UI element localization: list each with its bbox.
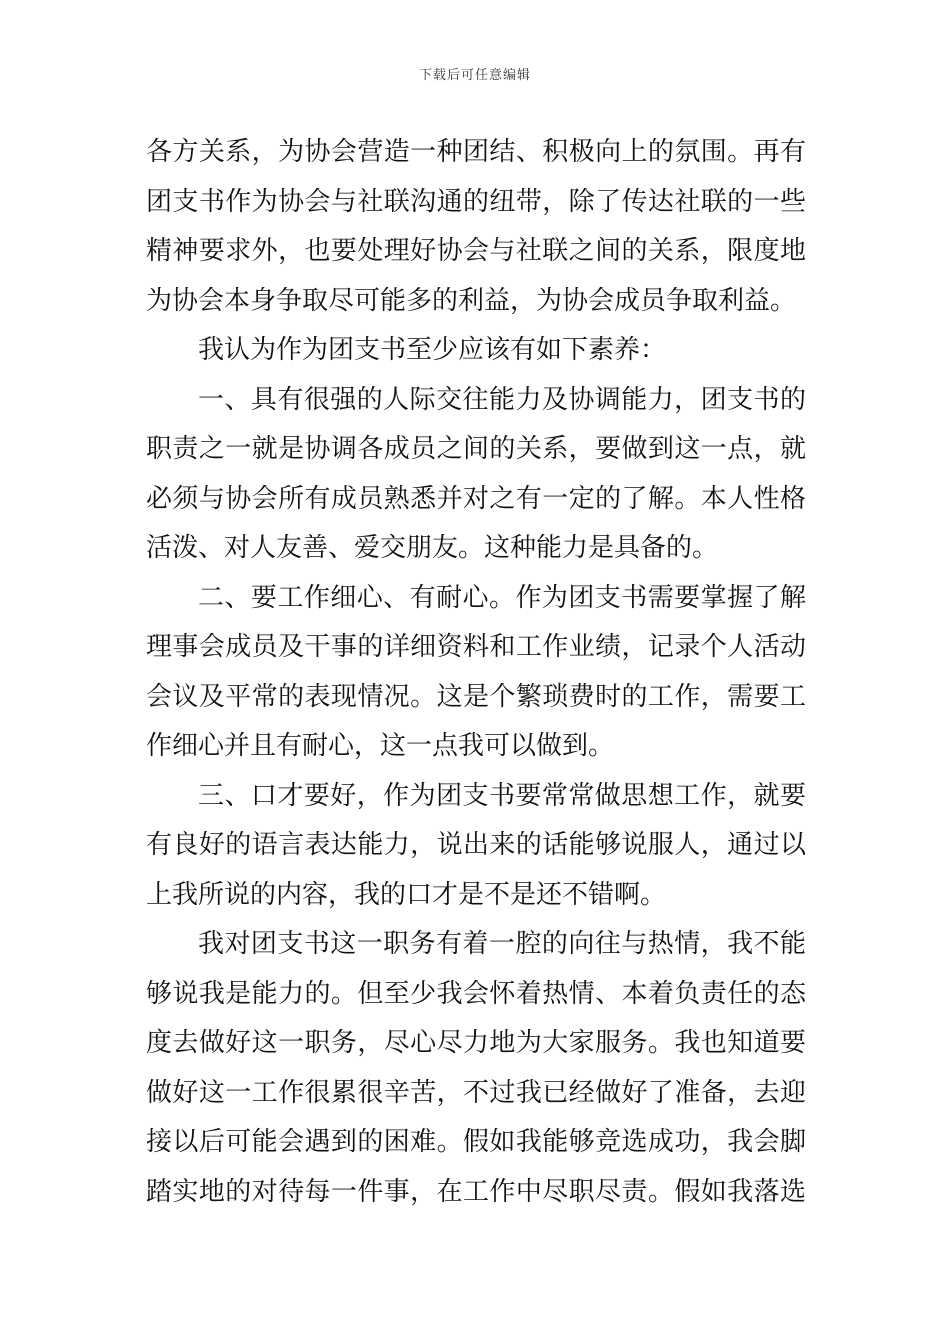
text-line: 我认为作为团支书至少应该有如下素养： [198, 335, 667, 365]
text-line: 各方关系，为协会营造一种团结、积极向上的氛围。再有 [146, 137, 806, 167]
paragraph [146, 376, 806, 574]
paragraph [146, 574, 806, 772]
text-line: 三、口才要好，作为团支书要常常做思想工作，就要 [198, 780, 806, 811]
text-line: 必须与协会所有成员熟悉并对之有一定的了解。本人性格 [146, 483, 806, 514]
text-line: 团支书作为协会与社联沟通的纽带，除了传达社联的一些 [146, 186, 806, 217]
text-line: 够说我是能力的。但至少我会怀着热情、本着负责任的态 [146, 978, 806, 1009]
text-line: 上我所说的内容，我的口才是不是还不错啊。 [146, 879, 667, 910]
text-line: 会议及平常的表现情况。这是个繁琐费时的工作，需要工 [146, 681, 806, 712]
document-body [146, 128, 806, 1217]
paragraph [146, 326, 806, 376]
text-line: 踏实地的对待每一件事，在工作中尽职尽责。假如我落选 [146, 1176, 806, 1207]
paragraph [146, 920, 806, 1217]
text-line: 理事会成员及干事的详细资料和工作业绩，记录个人活动 [146, 632, 806, 662]
paragraph [146, 772, 806, 921]
text-line: 接以后可能会遇到的困难。假如我能够竞选成功，我会脚 [146, 1127, 806, 1157]
text-line: 为协会本身争取尽可能多的利益，为协会成员争取利益。 [146, 285, 797, 316]
text-line: 作细心并且有耐心，这一点我可以做到。 [146, 731, 615, 761]
text-line: 精神要求外，也要处理好协会与社联之间的关系，限度地 [146, 236, 806, 266]
text-line: 二、要工作细心、有耐心。作为团支书需要掌握了解 [198, 582, 806, 613]
text-line: 做好这一工作很累很辛苦，不过我已经做好了准备，去迎 [146, 1077, 806, 1108]
text-line: 一、具有很强的人际交往能力及协调能力，团支书的 [198, 384, 806, 415]
text-line: 有良好的语言表达能力，说出来的话能够说服人，通过以 [146, 830, 806, 860]
text-line: 职责之一就是协调各成员之间的关系，要做到这一点，就 [146, 434, 806, 464]
text-line: 度去做好这一职务，尽心尽力地为大家服务。我也知道要 [146, 1028, 806, 1058]
text-line: 活泼、对人友善、爱交朋友。这种能力是具备的。 [146, 533, 719, 563]
page-header: 下载后可任意编辑 [418, 68, 531, 83]
paragraph [146, 128, 806, 326]
text-line: 我对团支书这一职务有着一腔的向往与热情，我不能 [198, 929, 806, 959]
